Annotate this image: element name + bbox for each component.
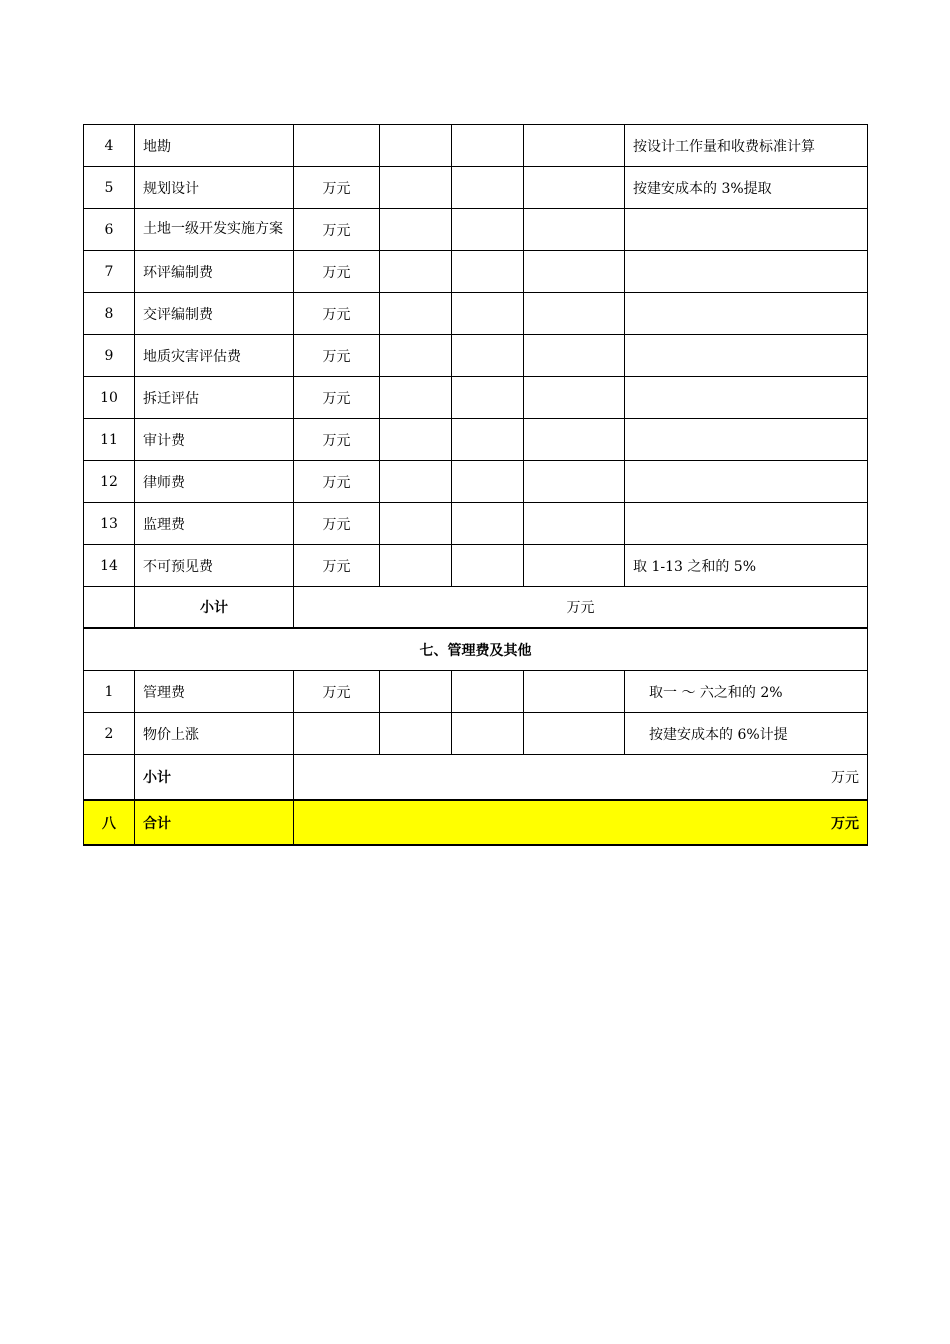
- empty-cell: [380, 503, 452, 545]
- empty-cell: [524, 671, 625, 713]
- empty-cell: [380, 419, 452, 461]
- item-name: 拆迁评估: [135, 377, 294, 419]
- row-number: 14: [84, 545, 135, 587]
- empty-cell: [524, 713, 625, 755]
- row-number: 4: [84, 125, 135, 167]
- table-row: [84, 251, 868, 293]
- table-row: [84, 545, 868, 587]
- item-name: 交评编制费: [135, 293, 294, 335]
- item-name: 律师费: [135, 461, 294, 503]
- note-cell: [625, 251, 868, 293]
- empty-cell: [452, 251, 524, 293]
- empty-cell: [452, 671, 524, 713]
- unit-cell: 万元: [294, 209, 380, 251]
- empty-cell: [452, 503, 524, 545]
- table-row: [84, 293, 868, 335]
- empty-cell: [452, 713, 524, 755]
- empty-cell: [452, 125, 524, 167]
- empty-cell: [524, 293, 625, 335]
- note-cell: [625, 419, 868, 461]
- item-name: 管理费: [135, 671, 294, 713]
- empty-cell: [452, 461, 524, 503]
- item-name: 地质灾害评估费: [135, 335, 294, 377]
- empty-cell: [380, 461, 452, 503]
- empty-cell: [452, 209, 524, 251]
- empty-cell: [524, 335, 625, 377]
- note-cell: [625, 461, 868, 503]
- empty-cell: [524, 167, 625, 209]
- subtotal-unit: 万元: [294, 587, 868, 629]
- empty-cell: [380, 251, 452, 293]
- unit-cell: 万元: [294, 377, 380, 419]
- table-row: [84, 209, 868, 251]
- empty-cell: [524, 461, 625, 503]
- row-number: 9: [84, 335, 135, 377]
- table-row: [84, 671, 868, 713]
- row-number: 1: [84, 671, 135, 713]
- unit-cell: 万元: [294, 461, 380, 503]
- row-number: 13: [84, 503, 135, 545]
- total-label: 合计: [135, 800, 294, 845]
- cost-table: [83, 124, 868, 846]
- section-title: 七、管理费及其他: [84, 628, 868, 671]
- row-number: 7: [84, 251, 135, 293]
- empty-cell: [524, 251, 625, 293]
- empty-cell: [380, 125, 452, 167]
- empty-cell: [380, 293, 452, 335]
- subtotal-label: 小计: [135, 587, 294, 629]
- table-row: [84, 461, 868, 503]
- empty-cell: [380, 167, 452, 209]
- empty-cell: [380, 377, 452, 419]
- table-row: [84, 419, 868, 461]
- unit-cell: 万元: [294, 545, 380, 587]
- table-row: [84, 167, 868, 209]
- empty-cell: [452, 545, 524, 587]
- table-row: [84, 125, 868, 167]
- empty-cell: [524, 209, 625, 251]
- total-unit: 万元: [294, 800, 868, 845]
- subtotal-row: [84, 587, 868, 629]
- item-name: 监理费: [135, 503, 294, 545]
- empty-cell: [380, 713, 452, 755]
- table-row: [84, 335, 868, 377]
- table-row: [84, 503, 868, 545]
- note-cell: 取 1-13 之和的 5%: [625, 545, 868, 587]
- note-cell: [625, 335, 868, 377]
- row-number: 5: [84, 167, 135, 209]
- unit-cell: 万元: [294, 419, 380, 461]
- note-cell: [625, 503, 868, 545]
- empty-cell: [524, 377, 625, 419]
- row-number: 10: [84, 377, 135, 419]
- table-row: [84, 713, 868, 755]
- note-cell: [625, 377, 868, 419]
- empty-cell: [380, 209, 452, 251]
- row-number: 11: [84, 419, 135, 461]
- empty-cell: [452, 335, 524, 377]
- note-cell: 按设计工作量和收费标准计算: [625, 125, 868, 167]
- unit-cell: 万元: [294, 503, 380, 545]
- empty-cell: [380, 545, 452, 587]
- subtotal-label: 小计: [135, 755, 294, 801]
- empty-cell: [452, 419, 524, 461]
- row-number: 2: [84, 713, 135, 755]
- total-row: [84, 800, 868, 845]
- unit-cell: [294, 125, 380, 167]
- item-name: 审计费: [135, 419, 294, 461]
- item-name: 规划设计: [135, 167, 294, 209]
- empty-cell: [524, 419, 625, 461]
- note-cell: 按建安成本的 3%提取: [625, 167, 868, 209]
- unit-cell: 万元: [294, 335, 380, 377]
- empty-cell: [524, 545, 625, 587]
- empty-cell: [84, 755, 135, 801]
- total-number: 八: [84, 800, 135, 845]
- row-number: 12: [84, 461, 135, 503]
- note-cell: 取一 ～ 六之和的 2%: [625, 671, 868, 713]
- item-name: 土地一级开发实施方案: [135, 209, 294, 251]
- row-number: 6: [84, 209, 135, 251]
- subtotal-row: [84, 755, 868, 801]
- unit-cell: 万元: [294, 293, 380, 335]
- section-header-row: [84, 628, 868, 671]
- unit-cell: 万元: [294, 167, 380, 209]
- empty-cell: [452, 167, 524, 209]
- empty-cell: [380, 335, 452, 377]
- note-cell: [625, 293, 868, 335]
- unit-cell: [294, 713, 380, 755]
- empty-cell: [524, 503, 625, 545]
- item-name: 物价上涨: [135, 713, 294, 755]
- note-cell: [625, 209, 868, 251]
- item-name: 不可预见费: [135, 545, 294, 587]
- item-name: 地勘: [135, 125, 294, 167]
- empty-cell: [84, 587, 135, 629]
- empty-cell: [380, 671, 452, 713]
- row-number: 8: [84, 293, 135, 335]
- table-row: [84, 377, 868, 419]
- empty-cell: [452, 293, 524, 335]
- unit-cell: 万元: [294, 251, 380, 293]
- subtotal-unit: 万元: [294, 755, 868, 801]
- empty-cell: [452, 377, 524, 419]
- empty-cell: [524, 125, 625, 167]
- note-cell: 按建安成本的 6%计提: [625, 713, 868, 755]
- item-name: 环评编制费: [135, 251, 294, 293]
- unit-cell: 万元: [294, 671, 380, 713]
